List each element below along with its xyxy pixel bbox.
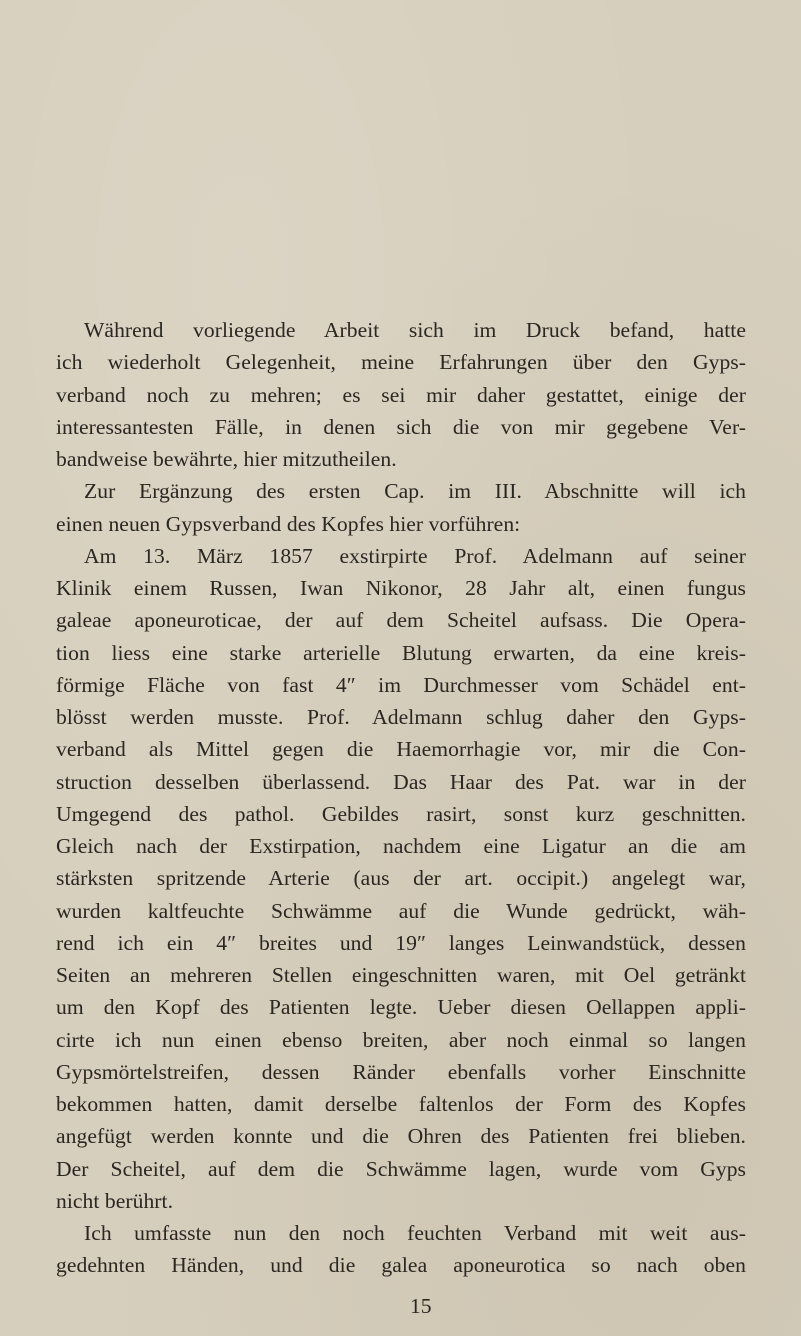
- text-line: um den Kopf des Patienten legte. Ueber diesen Oellappen appli-: [56, 995, 746, 1020]
- text-line: Am 13. März 1857 exstirpirte Prof. Adelmann auf seiner: [84, 543, 746, 568]
- text-line: Umgegend des pathol. Gebildes rasirt, sonst kurz geschnitten.: [56, 801, 746, 826]
- text-line: Gypsmörtelstreifen, dessen Ränder ebenfalls vorher Einschnitte: [56, 1059, 746, 1084]
- text-line: gedehnten Händen, und die galea aponeurotica so nach oben: [56, 1253, 746, 1278]
- text-line: Gleich nach der Exstirpation, nachdem eine Ligatur an die am: [56, 834, 746, 858]
- page-number: 15: [410, 1294, 432, 1318]
- text-line: angefügt werden konnte und die Ohren des Patienten frei blieben.: [56, 1124, 746, 1149]
- text-line: Seiten an mehreren Stellen eingeschnitten waren, mit Oel getränkt: [56, 963, 746, 987]
- text-line: bandweise bewährte, hier mitzutheilen.: [56, 447, 397, 471]
- text-line: interessantesten Fälle, in denen sich die von mir gegebene Ver-: [56, 414, 746, 439]
- text-line: stärksten spritzende Arterie (aus der art. occipit.) angelegt war,: [56, 866, 746, 891]
- text-line: Der Scheitel, auf dem die Schwämme lagen, wurde vom Gyps: [56, 1156, 746, 1181]
- text-line: nicht berührt.: [56, 1188, 174, 1213]
- text-line: rend ich ein 4″ breites und 19″ langes Leinwandstück, dessen: [56, 930, 746, 955]
- text-line: förmige Fläche von fast 4″ im Durchmesser vom Schädel ent-: [56, 672, 746, 697]
- body-text: [56, 314, 746, 1282]
- text-line: verband noch zu mehren; es sei mir daher gestattet, einige der: [56, 382, 746, 407]
- text-line: einen neuen Gypsverband des Kopfes hier vorführen:: [56, 511, 521, 536]
- text-line: blösst werden musste. Prof. Adelmann schlug daher den Gyps-: [56, 705, 746, 729]
- text-line: galeae aponeuroticae, der auf dem Scheitel aufsass. Die Opera-: [56, 608, 746, 633]
- text-line: cirte ich nun einen ebenso breiten, aber noch einmal so langen: [56, 1027, 746, 1052]
- text-line: tion liess eine starke arterielle Blutung erwarten, da eine kreis-: [56, 640, 746, 665]
- text-line: struction desselben überlassend. Das Haar des Pat. war in der: [56, 769, 746, 794]
- text-line: wurden kaltfeuchte Schwämme auf die Wunde gedrückt, wäh-: [56, 898, 746, 923]
- text-line: bekommen hatten, damit derselbe faltenlos der Form des Kopfes: [56, 1092, 746, 1116]
- text-line: verband als Mittel gegen die Haemorrhagie vor, mir die Con-: [56, 737, 746, 762]
- text-line: Während vorliegende Arbeit sich im Druck befand, hatte: [84, 318, 746, 342]
- text-line: ich wiederholt Gelegenheit, meine Erfahrungen über den Gyps-: [56, 350, 746, 375]
- text-line: Zur Ergänzung des ersten Cap. im III. Abschnitte will ich: [84, 479, 746, 504]
- text-line: Ich umfasste nun den noch feuchten Verband mit weit aus-: [84, 1221, 746, 1245]
- text-line: Klinik einem Russen, Iwan Nikonor, 28 Jahr alt, einen fungus: [56, 576, 746, 600]
